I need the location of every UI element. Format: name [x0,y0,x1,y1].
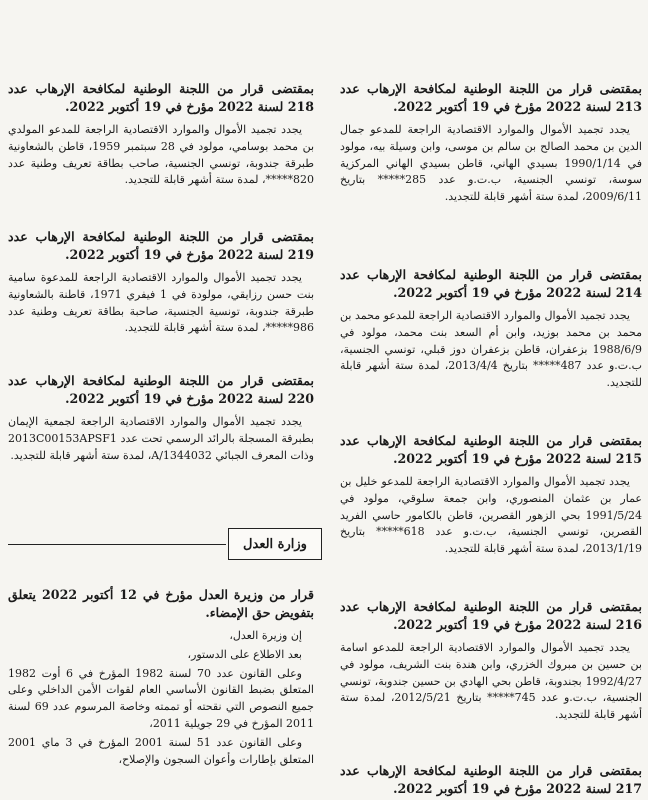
decision-title: بمقتضى قرار من اللجنة الوطنية لمكافحة الإرهاب عدد 219 لسنة 2022 مؤرخ في 19 أكتوبر 2022. [8,229,314,262]
decision-body: يجدد تجميد الأموال والموارد الاقتصادية الراجعة للمدعو المولدي بن محمد بوسامي، مولود في 28 سبتمبر 1959، قاطن بالشعاونية طبرقة جندوبة، تونسي الجنسية، صاحب بطاقة تعريف وطنية عدد 820*****، لمدة ستة أشهر قابلة للتجديد. [8,123,315,187]
decision-218 [8,80,314,189]
decision-213 [340,80,642,206]
decision-body: يجدد تجميد الأموال والموارد الاقتصادية الراجعة للمدعو جمال الدين بن محمد الصالح بن سالم بن موسى، وابن وسيلة بيه، مولود في 1990/1/14 بسيدي الهاني، قاطن بسيدي الهاني المركزية سوسة، تونسي الجنسية، ب.ت.و عدد 285***** بتاريخ 2009/6/11، لمدة ستة أشهر قابلة للتجديد. [340,123,643,204]
decree-line: وعلى القانون عدد 51 لسنة 2001 المؤرخ في 3 ماي 2001 المتعلق بإطارات وأعوان السجون والإصلاح، [8,735,314,766]
decree-body [8,628,314,768]
decision-title: بمقتضى قرار من اللجنة الوطنية لمكافحة الإرهاب عدد 213 لسنة 2022 مؤرخ في 19 أكتوبر 2022. [340,81,642,114]
decision-title: بمقتضى قرار من اللجنة الوطنية لمكافحة الإرهاب عدد 214 لسنة 2022 مؤرخ في 19 أكتوبر 2022. [340,267,642,300]
decision-title: بمقتضى قرار من اللجنة الوطنية لمكافحة الإرهاب عدد 215 لسنة 2022 مؤرخ في 19 أكتوبر 2022. [340,433,642,466]
decision-body: يجدد تجميد الأموال والموارد الاقتصادية الراجعة لجمعية الإيمان بطبرقة المسجلة بالرائد الرسمي تحت عدد 2013C00153APSF1 وذات المعرف الجبائي A/1344032، لمدة ستة أشهر قابلة للتجديد. [8,415,314,462]
decision-214 [340,266,642,392]
decision-216 [340,598,642,724]
decision-title: بمقتضى قرار من اللجنة الوطنية لمكافحة الإرهاب عدد 216 لسنة 2022 مؤرخ في 19 أكتوبر 2022. [340,599,642,632]
decision-body: يجدد تجميد الأموال والموارد الاقتصادية الراجعة للمدعوة سامية بنت حسن رزايقي، مولودة في 1 فيفري 1971، قاطنة بالشعاونية طبرقة جندوبة، تونسية الجنسية، صاحبة بطاقة تعريف وطنية عدد 986*****، لمدة ستة أشهر قابلة للتجديد. [8,271,315,335]
decision-body: يجدد تجميد الأموال والموارد الاقتصادية الراجعة للمدعو اسامة بن حسين بن مبروك الخزري، وابن هندة بنت الشريف، مولود في 1992/4/27 بجندوبة، قاطن بحي الهادي بن حسين جندوبة، تونسي الجنسية، ب.ت.و عدد 745***** بتاريخ 2012/5/21، لمدة ستة أشهر قابلة للتجديد. [340,641,642,722]
decree-line: وعلى القانون عدد 70 لسنة 1982 المؤرخ في 6 أوت 1982 المتعلق بضبط القانون الأساسي العام لقوات الأمن الداخلي وعلى جميع النصوص التي نقحته أو تممته وخاصة المرسوم عدد 69 لسنة 2011 المؤرخ في 29 جويلية 2011، [8,666,314,730]
ministry-heading: وزارة العدل [228,528,322,560]
decree-line: بعد الاطلاع على الدستور، [187,647,302,661]
decision-body: يجدد تجميد الأموال والموارد الاقتصادية الراجعة للمدعو خليل بن عمار بن عثمان المنصوري، وابن جمعة سلوقي، مولود في 1991/5/24 بحي الزهور القصرين، قاطن بالكامور حاسي الفريد القصرين، تونسي الجنسية، ب.ت.و عدد 618***** بتاريخ 2013/1/19، لمدة ستة أشهر قابلة للتجديد. [340,475,643,556]
decision-title: بمقتضى قرار من اللجنة الوطنية لمكافحة الإرهاب عدد 218 لسنة 2022 مؤرخ في 19 أكتوبر 2022. [8,81,314,114]
decision-215 [340,432,642,558]
decision-title: بمقتضى قرار من اللجنة الوطنية لمكافحة الإرهاب عدد 217 لسنة 2022 مؤرخ في 19 أكتوبر 2022. [340,763,642,796]
decision-220 [8,372,314,464]
decision-217 [340,762,642,798]
decision-title: بمقتضى قرار من اللجنة الوطنية لمكافحة الإرهاب عدد 220 لسنة 2022 مؤرخ في 19 أكتوبر 2022. [8,373,314,406]
decree-title: قرار من وزيرة العدل مؤرخ في 12 أكتوبر 2022 يتعلق بتفويض حق الإمضاء. [8,587,314,620]
decision-219 [8,228,314,337]
decision-body: يجدد تجميد الأموال والموارد الاقتصادية الراجعة للمدعو محمد بن محمد بن محمد بوزيد، وابن أم السعد بنت محمد، مولود في 1988/6/9 بزعفران، قاطن بزعفران دوز قبلي، تونسي الجنسية، ب.ت.و عدد 487***** بتاريخ 2013/4/4، لمدة ستة أشهر قابلة للتجديد. [340,309,643,390]
justice-decree [8,586,314,768]
decree-line: إن وزيرة العدل، [229,629,302,642]
section-divider [8,544,226,545]
